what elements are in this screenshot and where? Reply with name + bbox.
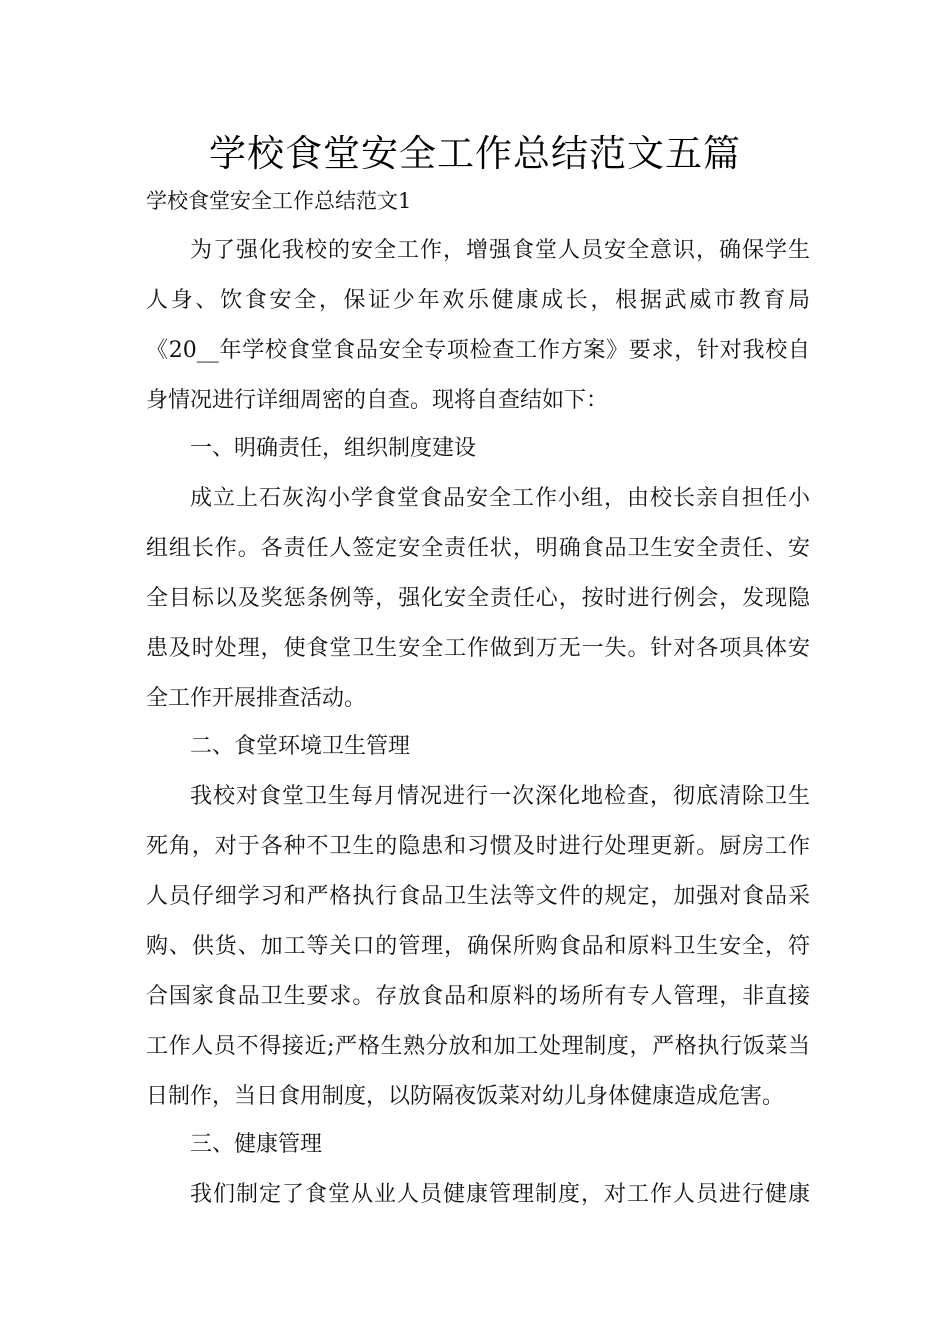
paragraph-line: 《20__年学校食堂食品安全专项检查工作方案》要求，针对我校自 [146,338,810,363]
article-subtitle: 学校食堂安全工作总结范文1 [146,189,412,213]
paragraph-line: 患及时处理，使食堂卫生安全工作做到万无一失。针对各项具体安 [146,636,810,661]
paragraph-line: 合国家食品卫生要求。存放食品和原料的场所有专人管理，非直接 [146,984,810,1009]
paragraph-line: 我们制定了食堂从业人员健康管理制度，对工作人员进行健康 [190,1182,810,1207]
paragraph-line: 死角，对于各种不卫生的隐患和习惯及时进行处理更新。厨房工作 [146,834,810,859]
section-heading-3: 三、健康管理 [190,1132,323,1157]
paragraph-line: 我校对食堂卫生每月情况进行一次深化地检查，彻底清除卫生 [190,784,810,809]
paragraph-4 [146,1170,810,1220]
paragraph-line: 成立上石灰沟小学食堂食品安全工作小组，由校长亲自担任小 [190,486,810,511]
section-heading-2: 二、食堂环境卫生管理 [190,734,411,759]
paragraph-line: 为了强化我校的安全工作，增强食堂人员安全意识，确保学生 [190,238,810,263]
paragraph-line: 日制作，当日食用制度，以防隔夜饭菜对幼儿身体健康造成危害。 [146,1084,785,1109]
section-heading-1: 一、明确责任，组织制度建设 [190,436,477,461]
paragraph-line: 组组长作。各责任人签定安全责任状，明确食品卫生安全责任、安 [146,536,810,561]
paragraph-line: 人身、饮食安全，保证少年欢乐健康成长，根据武威市教育局 [146,288,810,313]
paragraph-line: 全目标以及奖惩条例等，强化安全责任心，按时进行例会，发现隐 [146,586,810,611]
paragraph-line: 购、供货、加工等关口的管理，确保所购食品和原料卫生安全，符 [146,934,810,959]
paragraph-3 [146,772,810,1122]
paragraph-line: 身情况进行详细周密的自查。现将自查结如下： [146,388,609,413]
paragraph-line: 人员仔细学习和严格执行食品卫生法等文件的规定，加强对食品采 [146,884,810,909]
paragraph-1 [146,226,810,426]
paragraph-2 [146,474,810,724]
paragraph-line: 工作人员不得接近;严格生熟分放和加工处理制度，严格执行饭菜当 [146,1034,810,1059]
page-title: 学校食堂安全工作总结范文五篇 [209,132,741,175]
paragraph-line: 全工作开展排查活动。 [146,686,367,711]
